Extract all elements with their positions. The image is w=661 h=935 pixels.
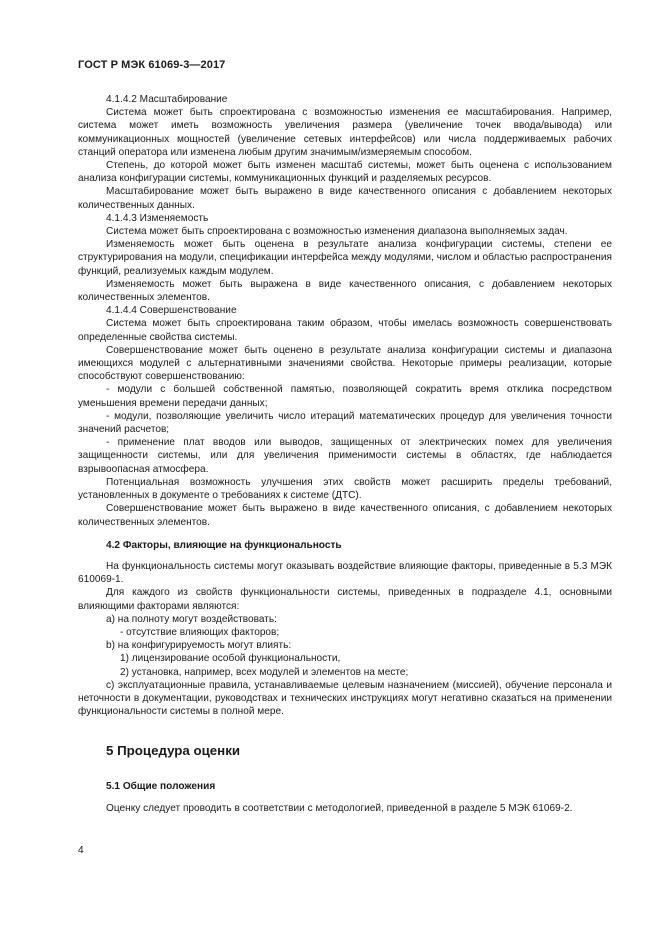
paragraph: Изменяемость может быть оценена в результате анализа конфигурации системы, степени ее структурирования на модули, спецификации интерфейса между модулями, числом и областью распространения функций, реализуемых каждым модулем. [78,239,612,277]
section-item: 4.1.4.3 Изменяемость [106,212,209,224]
subsection-heading: 5.1 Общие положения [106,780,216,792]
paragraph: Совершенствование может быть выражено в виде качественного описания, с добавлением некоторых количественных элементов. [78,503,612,528]
section-heading: 5 Процедура оценки [106,743,241,759]
document-header: ГОСТ Р МЭК 61069-3—2017 [78,59,226,71]
paragraph: - модули с большей собственной памятью, позволяющей сократить время отклика посредством уменьшения времени передачи данных; [78,384,612,409]
section-item: а) на полноту могут воздействовать: [106,613,277,625]
paragraph: Степень, до которой может быть изменен масштаб системы, может быть оценена с использованием анализа конфигурации системы, коммуникационных функций и разделяемых ресурсов. [78,160,612,185]
paragraph: Совершенствование может быть оценено в результате анализа конфигурации системы и диапазона имеющихся модулей с альтернативными значениями свойства. Некоторые примеры реализации, которые способствуют совершенствованию: [78,344,612,383]
document-body [78,93,612,815]
section-item: b) на конфигурируемость могут влиять: [106,640,292,652]
paragraph: На функциональность системы могут оказывать воздействие влияющие факторы, приведенные в 5.3 МЭК 610069-1. [78,560,612,586]
list-subitem: - отсутствие влияющих факторов; [120,626,280,638]
paragraph: - применение плат вводов или выводов, защищенных от электрических помех для увеличения защищенности системы, или для увеличения применимости системы в областях, где наблюдается взрывоопасная атмосфера. [78,437,612,475]
paragraph: Система может быть спроектирована с возможностью изменения ее масштабирования. Например, система может иметь возможность увеличения размера (увеличение точек ввода/вывода) или коммуникационных мощностей (увеличение сетевых интерфейсов) или числа поддерживаемых рабочих станций оператора или изменена любым другим значимым/измеряемым способом. [78,107,612,158]
section-item: 4.1.4.4 Совершенствование [106,305,237,317]
list-subitem: 2) установка, например, всех модулей и элементов на месте; [120,666,409,678]
paragraph: Оценку следует проводить в соответствии с методологией, приведенной в разделе 5 МЭК 61069-2. [106,802,573,814]
paragraph: Система может быть спроектирована таким образом, чтобы имелась возможность совершенствовать определенные свойства системы. [78,318,612,343]
paragraph: Для каждого из свойств функциональности системы, приведенных в подразделе 4.1, основными влияющими факторами являются: [78,587,612,612]
paragraph: Система может быть спроектирована с возможностью изменения диапазона выполняемых задач. [106,226,568,238]
paragraph: Потенциальная возможность улучшения этих свойств может расширить пределы требований, установленных в документе о требованиях к системе (ДТС). [78,476,612,502]
paragraph: с) эксплуатационные правила, устанавливаемые целевым назначением (миссией), обучение персонала и неточности в документации, руководствах и технических инструкциях могут негативно сказаться на применении функциональности системы в полной мере. [78,679,612,718]
subsection-heading: 4.2 Факторы, влияющие на функциональность [106,539,342,551]
list-subitem: 1) лицензирование особой функциональности, [120,653,341,665]
page-number: 4 [78,845,84,856]
section-item: 4.1.4.2 Масштабирование [106,94,228,105]
paragraph: Изменяемость может быть выражена в виде качественного описания, с добавлением некоторых количественных элементов. [78,278,612,304]
paragraph: - модули, позволяющие увеличить число итераций математических процедур для увеличения точности значений расчетов; [78,410,612,436]
paragraph: Масштабирование может быть выражено в виде качественного описания с добавлением некоторых количественных данных. [78,186,612,211]
